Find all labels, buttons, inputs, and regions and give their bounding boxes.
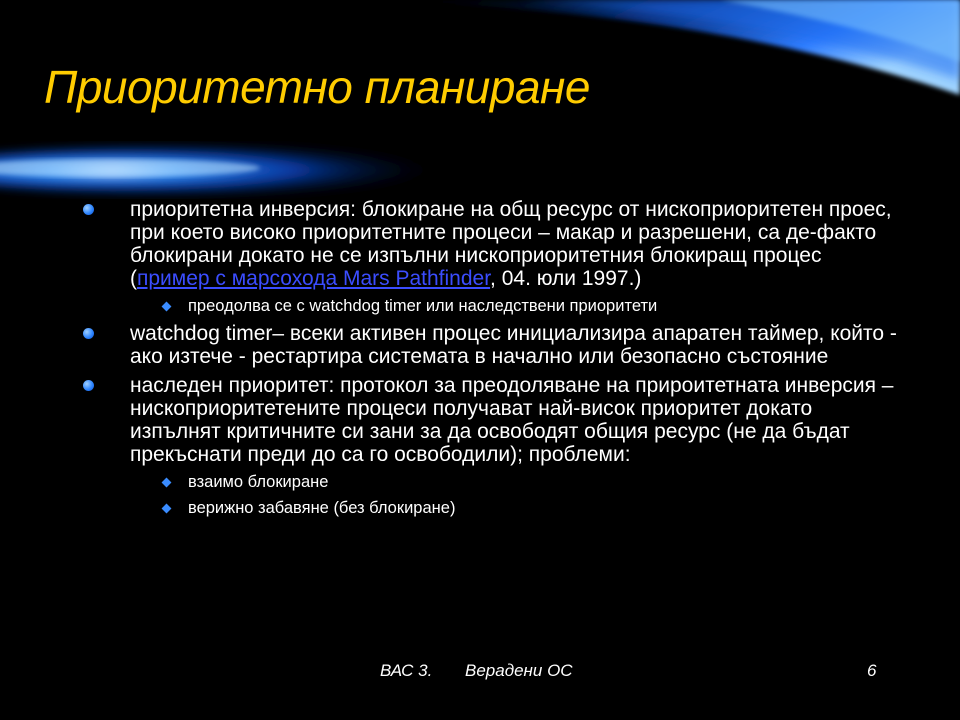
bullet-text: приоритетна инверсия: блокиране на общ ресурс от нископриоритетен проес, при което високо приоритетните процеси – макар и разрешени, са де-факто блокирани докато не се изпълни нископриоритетния блокиращ процес ( xyxy=(130,198,892,290)
bullet-text: наследен приоритет: протокол за преодоляване на прироитетната инверсия – нископриоритетените процеси получават най-висок приоритет докато изпълнят критичните си зани за да освободят общия ресурс (не да бъдат прекъснати преди до са го освободили); проблеми: xyxy=(130,374,894,466)
bullet-dot-icon xyxy=(83,328,94,339)
bullet-item xyxy=(80,198,900,290)
mars-pathfinder-link[interactable]: пример с марсохода Mars Pathfinder xyxy=(137,267,491,290)
footer-page-number: 6 xyxy=(867,661,877,680)
bullet-dot-icon xyxy=(83,380,94,391)
bullet-dot-icon xyxy=(83,204,94,215)
bullet-text: watchdog timer– всеки активен процес инициализира апаратен таймер, който - ако изтече - рестартира системата в начално или безопасно състояние xyxy=(130,322,897,368)
bullet-item xyxy=(80,374,900,466)
diamond-bullet-icon xyxy=(162,504,172,514)
footer-course: ВАС 3. xyxy=(380,661,433,680)
sub-bullet-item xyxy=(80,498,900,518)
sub-bullet-text: преодолва се с watchdog timer или наследствени приоритети xyxy=(188,297,658,315)
bullet-text-tail: , 04. юли 1997.) xyxy=(490,267,642,290)
slide-title: Приоритетно планиране xyxy=(44,61,590,113)
sub-bullet-item xyxy=(80,472,900,492)
sub-bullet-text: верижно забавяне (без блокиране) xyxy=(188,499,456,517)
diamond-bullet-icon xyxy=(162,302,172,312)
diamond-bullet-icon xyxy=(162,478,172,488)
sub-bullet-text: взаимо блокиране xyxy=(188,473,329,491)
slide-content xyxy=(80,198,900,524)
footer-subject: Верадени ОС xyxy=(465,661,573,680)
bullet-item xyxy=(80,322,900,368)
sub-bullet-item xyxy=(80,296,900,316)
